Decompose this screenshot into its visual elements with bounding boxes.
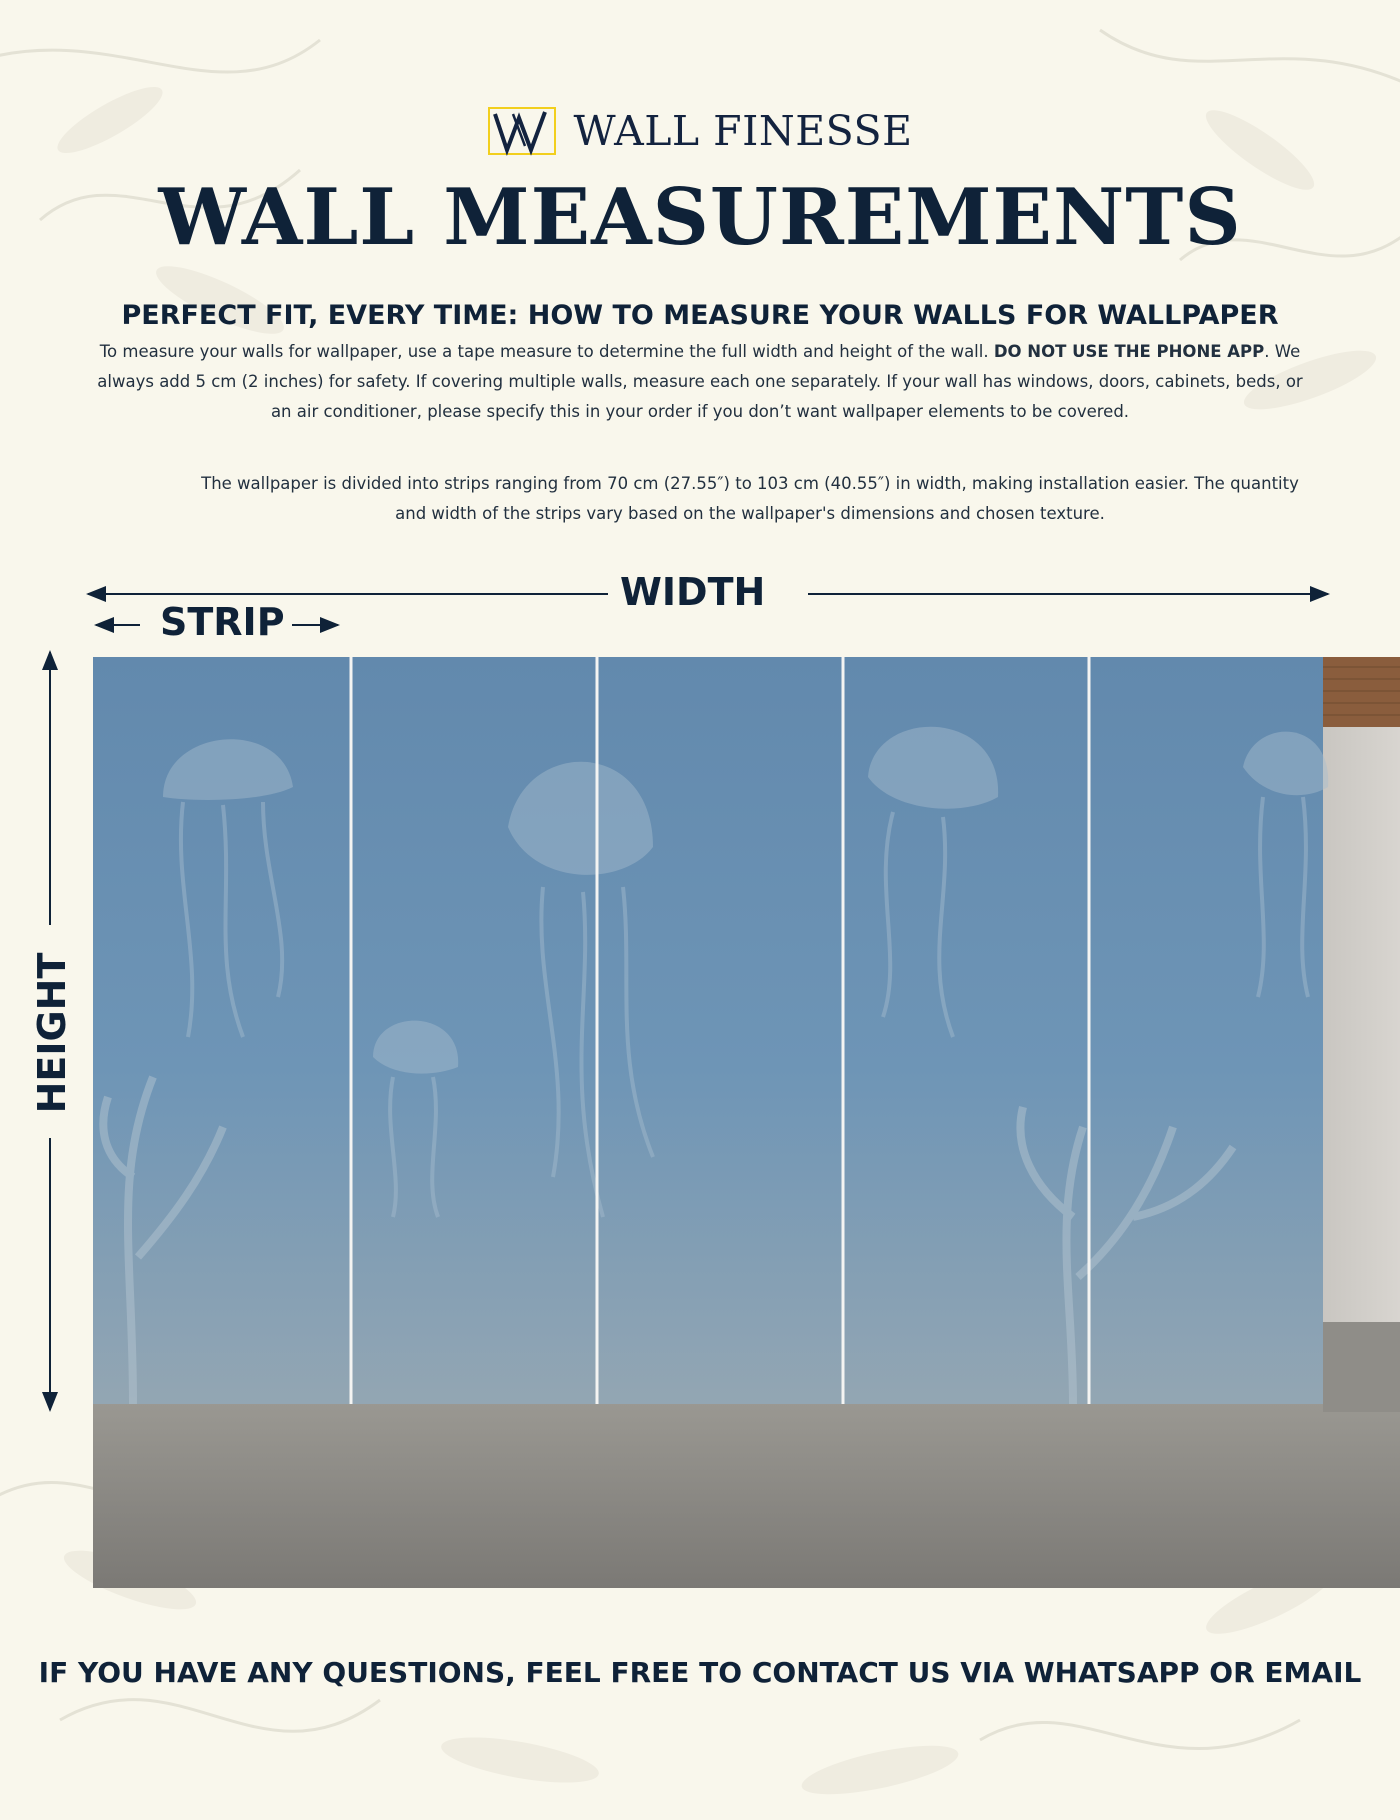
intro-text-end: . We always add 5 cm (2 inches) for safety. If covering multiple walls, measure each one separately. If your wall has windows, doors, cabinets, beds, or an air conditioner, please specify this in your order if you don’t want wallpaper elements to be covered.	[97, 342, 1303, 421]
intro-paragraph	[95, 337, 1305, 427]
strip-label: STRIP	[160, 600, 285, 644]
brand-logo	[0, 106, 1400, 156]
strips-info-paragraph: The wallpaper is divided into strips ranging from 70 cm (27.55″) to 103 cm (40.55″) in width, making installation easier. The quantity and width of the strips vary based on the wallpaper's dimensions and chosen texture.	[201, 474, 1299, 523]
contact-footer: IF YOU HAVE ANY QUESTIONS, FEEL FREE TO CONTACT US VIA WHATSAPP OR EMAIL	[38, 1656, 1362, 1689]
floor	[93, 1402, 1400, 1588]
page-title: WALL MEASUREMENTS	[158, 172, 1242, 263]
page-subtitle: PERFECT FIT, EVERY TIME: HOW TO MEASURE YOUR WALLS FOR WALLPAPER	[121, 300, 1279, 331]
height-label: HEIGHT	[30, 952, 74, 1114]
width-label: WIDTH	[620, 570, 766, 614]
wall-illustration	[93, 657, 1400, 1588]
intro-text-start: To measure your walls for wallpaper, use a tape measure to determine the full width and height of the wall.	[99, 342, 994, 361]
intro-warning: DO NOT USE THE PHONE APP	[993, 342, 1265, 361]
side-wall	[1323, 727, 1400, 1397]
brand-name: WALL FINESSE	[573, 107, 913, 155]
wf-monogram-icon	[487, 106, 557, 156]
